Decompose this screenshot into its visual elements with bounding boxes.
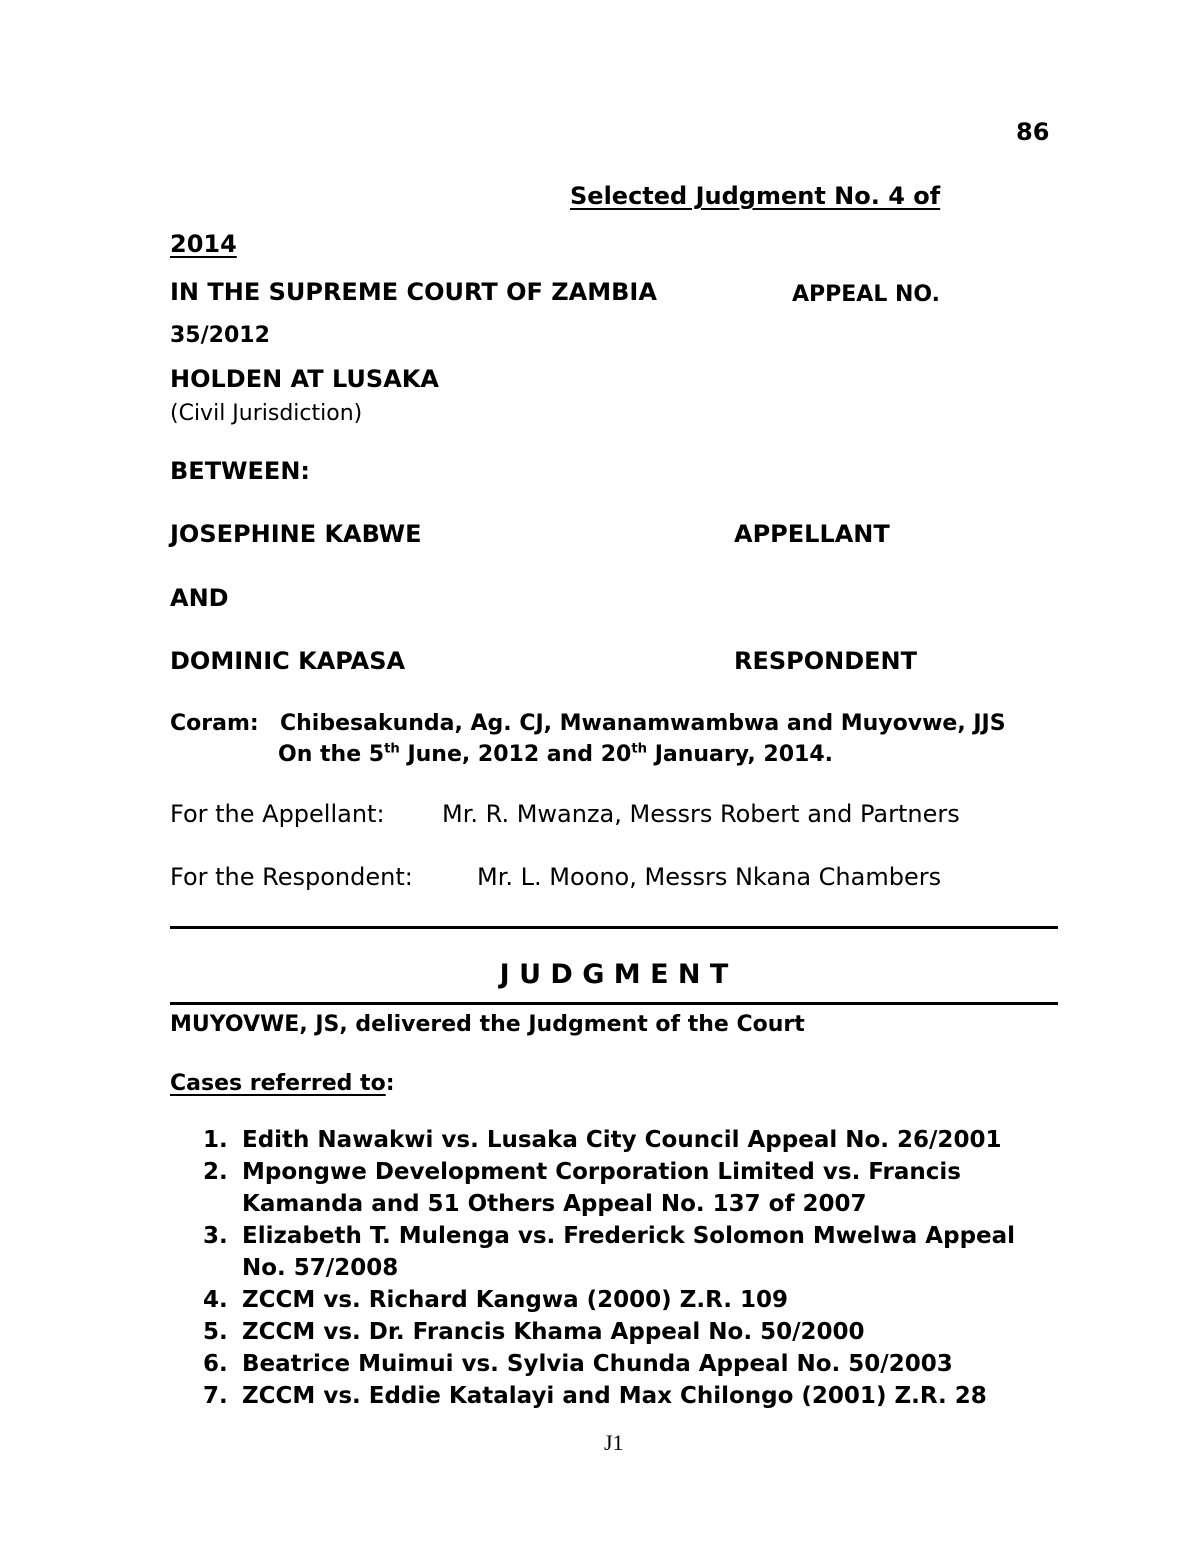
appeal-label: APPEAL NO. xyxy=(792,282,940,307)
list-item: 2. Mpongwe Development Corporation Limited vs. Francis Kamanda and 51 Others Appeal No. 137 of 2007 xyxy=(203,1159,961,1217)
list-item: 7. ZCCM vs. Eddie Katalayi and Max Chilongo (2001) Z.R. 28 xyxy=(203,1383,987,1409)
delivered-by: MUYOVWE, JS, delivered the Judgment of the Court xyxy=(170,1012,805,1037)
respondent-role: RESPONDENT xyxy=(734,647,918,675)
list-item: 6. Beatrice Muimui vs. Sylvia Chunda Appeal No. 50/2003 xyxy=(203,1351,953,1377)
counsel-respondent-label: For the Respondent: xyxy=(170,863,413,891)
cases-list xyxy=(170,1124,1060,1412)
coram-label: Coram: xyxy=(170,711,259,736)
respondent-name: DOMINIC KAPASA xyxy=(170,647,406,675)
cases-heading: Cases referred to: xyxy=(170,1071,395,1096)
list-item: 4. ZCCM vs. Richard Kangwa (2000) Z.R. 109 xyxy=(203,1287,789,1313)
page-number: 86 xyxy=(1016,118,1050,146)
selected-judgment-line2: 2014 xyxy=(170,230,237,258)
appellant-name: JOSEPHINE KABWE xyxy=(170,520,422,548)
selected-judgment-line1: Selected Judgment No. 4 of xyxy=(570,182,941,210)
appellant-role: APPELLANT xyxy=(734,520,890,548)
top-divider xyxy=(170,926,1058,929)
footer-page-number: J1 xyxy=(604,1430,624,1455)
list-item: 5. ZCCM vs. Dr. Francis Khama Appeal No. 50/2000 xyxy=(203,1319,865,1345)
coram-judges: Chibesakunda, Ag. CJ, Mwanamwambwa and Muyovwe, JJS xyxy=(280,711,1006,736)
coram-dates: On the 5th June, 2012 and 20th January, 2014. xyxy=(278,741,833,767)
list-item: 3. Elizabeth T. Mulenga vs. Frederick Solomon Mwelwa Appeal No. 57/2008 xyxy=(203,1223,1016,1281)
appeal-number: 35/2012 xyxy=(170,323,270,348)
jurisdiction: (Civil Jurisdiction) xyxy=(170,401,363,426)
holden-at: HOLDEN AT LUSAKA xyxy=(170,365,439,393)
list-item: 1. Edith Nawakwi vs. Lusaka City Council Appeal No. 26/2001 xyxy=(203,1127,1002,1153)
court-name: IN THE SUPREME COURT OF ZAMBIA xyxy=(170,278,657,306)
judgment-heading: J U D G M E N T xyxy=(499,959,729,990)
counsel-appellant-value: Mr. R. Mwanza, Messrs Robert and Partners xyxy=(442,800,960,828)
and-label: AND xyxy=(170,584,229,612)
bottom-divider xyxy=(170,1002,1058,1005)
counsel-respondent-value: Mr. L. Moono, Messrs Nkana Chambers xyxy=(477,863,942,891)
counsel-appellant-label: For the Appellant: xyxy=(170,800,385,828)
between-label: BETWEEN: xyxy=(170,457,311,485)
